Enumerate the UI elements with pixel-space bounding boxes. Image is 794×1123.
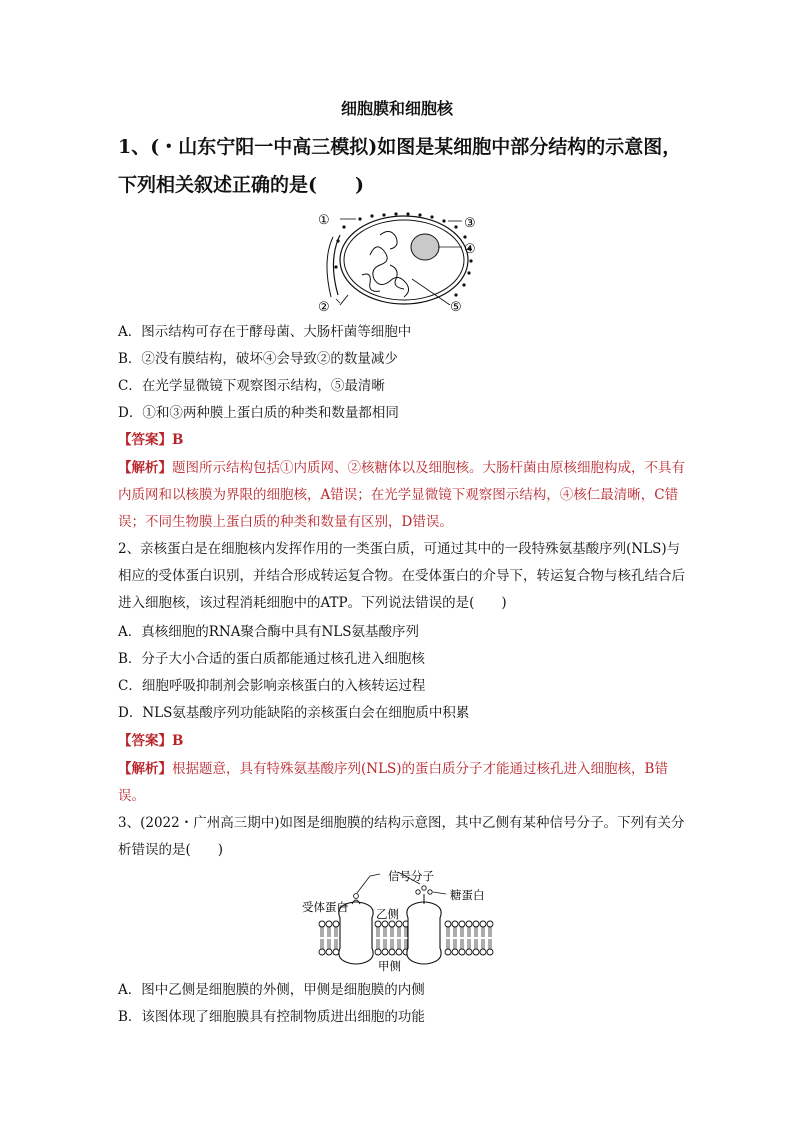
label-glycoprotein: 糖蛋白 — [450, 888, 485, 902]
phospholipid-head — [452, 921, 458, 927]
phospholipid-head — [466, 921, 472, 927]
figure-label-1: ① — [318, 213, 330, 228]
figure-label-5: ⑤ — [450, 300, 462, 315]
cell-membrane-figure — [300, 862, 510, 972]
answer-label: 【答案】 — [118, 733, 172, 749]
q2-option-b: B．分子大小合适的蛋白质都能通过核孔进入细胞核 — [118, 651, 425, 667]
phospholipid-head — [319, 921, 325, 927]
phospholipid-head — [445, 949, 451, 955]
answer-label: 【答案】 — [118, 432, 172, 448]
q1-option-c: C．在光学显微镜下观察图示结构，⑤最清晰 — [118, 378, 385, 394]
phospholipid-head — [459, 921, 465, 927]
answer-value: B — [172, 733, 184, 749]
phospholipid-head — [487, 921, 493, 927]
phospholipid-head — [319, 949, 325, 955]
label-receptor-protein: 受体蛋白 — [302, 900, 348, 914]
phospholipid-head — [480, 921, 486, 927]
phospholipid-head — [326, 921, 332, 927]
phospholipid-head — [466, 949, 472, 955]
phospholipid-head — [396, 949, 402, 955]
phospholipid-head — [459, 949, 465, 955]
phospholipid-head — [326, 949, 332, 955]
figure-label-4: ④ — [464, 242, 476, 257]
question-1-stem: 1、(・山东宁阳一中高三模拟)如图是某细胞中部分结构的示意图，下列相关叙述正确的是( ) — [118, 136, 682, 196]
label-side-yi: 乙侧 — [376, 907, 399, 921]
label-side-jia: 甲侧 — [378, 959, 401, 972]
phospholipid-head — [375, 949, 381, 955]
q2-option-d: D．NLS氨基酸序列功能缺陷的亲核蛋白会在细胞质中积累 — [118, 705, 470, 721]
phospholipid-head — [473, 921, 479, 927]
q1-option-b: B．②没有膜结构，破坏④会导致②的数量减少 — [118, 351, 398, 367]
phospholipid-head — [389, 949, 395, 955]
q2-option-a: A．真核细胞的RNA聚合酶中具有NLS氨基酸序列 — [118, 624, 420, 640]
q1-analysis — [118, 455, 688, 536]
phospholipid-head — [382, 921, 388, 927]
q1-answer — [118, 430, 183, 450]
figure-label-3: ③ — [464, 216, 476, 231]
figure-label-2: ② — [318, 300, 330, 315]
cell-structure-figure — [300, 205, 500, 315]
label-signal-molecule: 信号分子 — [388, 869, 434, 883]
phospholipid-head — [333, 949, 339, 955]
phospholipid-head — [452, 949, 458, 955]
analysis-label: 【解析】 — [118, 761, 172, 777]
question-3-stem: 3、(2022・广州高三期中)如图是细胞膜的结构示意图，其中乙侧有某种信号分子。下列有关分析错误的是( ) — [118, 815, 685, 858]
phospholipid-head — [375, 921, 381, 927]
phospholipid-head — [445, 921, 451, 927]
answer-value: B — [172, 432, 184, 448]
q2-option-c: C．细胞呼吸抑制剂会影响亲核蛋白的入核转运过程 — [118, 678, 426, 694]
phospholipid-head — [480, 949, 486, 955]
question-2-stem: 2、亲核蛋白是在细胞核内发挥作用的一类蛋白质，可通过其中的一段特殊氨基酸序列(NLS)与相应的受体蛋白识别，并结合形成转运复合物。在受体蛋白的介导下，转运复合物与核孔结合后进入细胞核，该过程消耗细胞中的ATP。下列说法错误的是( ) — [118, 541, 685, 611]
analysis-label: 【解析】 — [118, 460, 172, 476]
phospholipid-head — [333, 921, 339, 927]
phospholipid-head — [389, 921, 395, 927]
phospholipid-head — [487, 949, 493, 955]
q2-answer — [118, 731, 183, 751]
q3-option-b: B．该图体现了细胞膜具有控制物质进出细胞的功能 — [118, 1009, 425, 1025]
q1-option-a: A．图示结构可存在于酵母菌、大肠杆菌等细胞中 — [118, 324, 412, 340]
q2-analysis — [118, 756, 688, 810]
phospholipid-head — [473, 949, 479, 955]
q3-option-a: A．图中乙侧是细胞膜的外侧，甲侧是细胞膜的内侧 — [118, 982, 425, 998]
page-title: 细胞膜和细胞核 — [340, 99, 453, 118]
analysis-text: 题图所示结构包括①内质网、②核糖体以及细胞核。大肠杆菌由原核细胞构成，不具有内质网和以核膜为界限的细胞核，A错误；在光学显微镜下观察图示结构，④核仁最清晰，C错误；不同生物膜上蛋白质的种类和数量有区别，D错误。 — [118, 460, 685, 530]
q1-option-d: D．①和③两种膜上蛋白质的种类和数量都相同 — [118, 405, 399, 421]
phospholipid-head — [396, 921, 402, 927]
phospholipid-head — [382, 949, 388, 955]
analysis-text: 根据题意，具有特殊氨基酸序列(NLS)的蛋白质分子才能通过核孔进入细胞核，B错误。 — [118, 761, 668, 804]
